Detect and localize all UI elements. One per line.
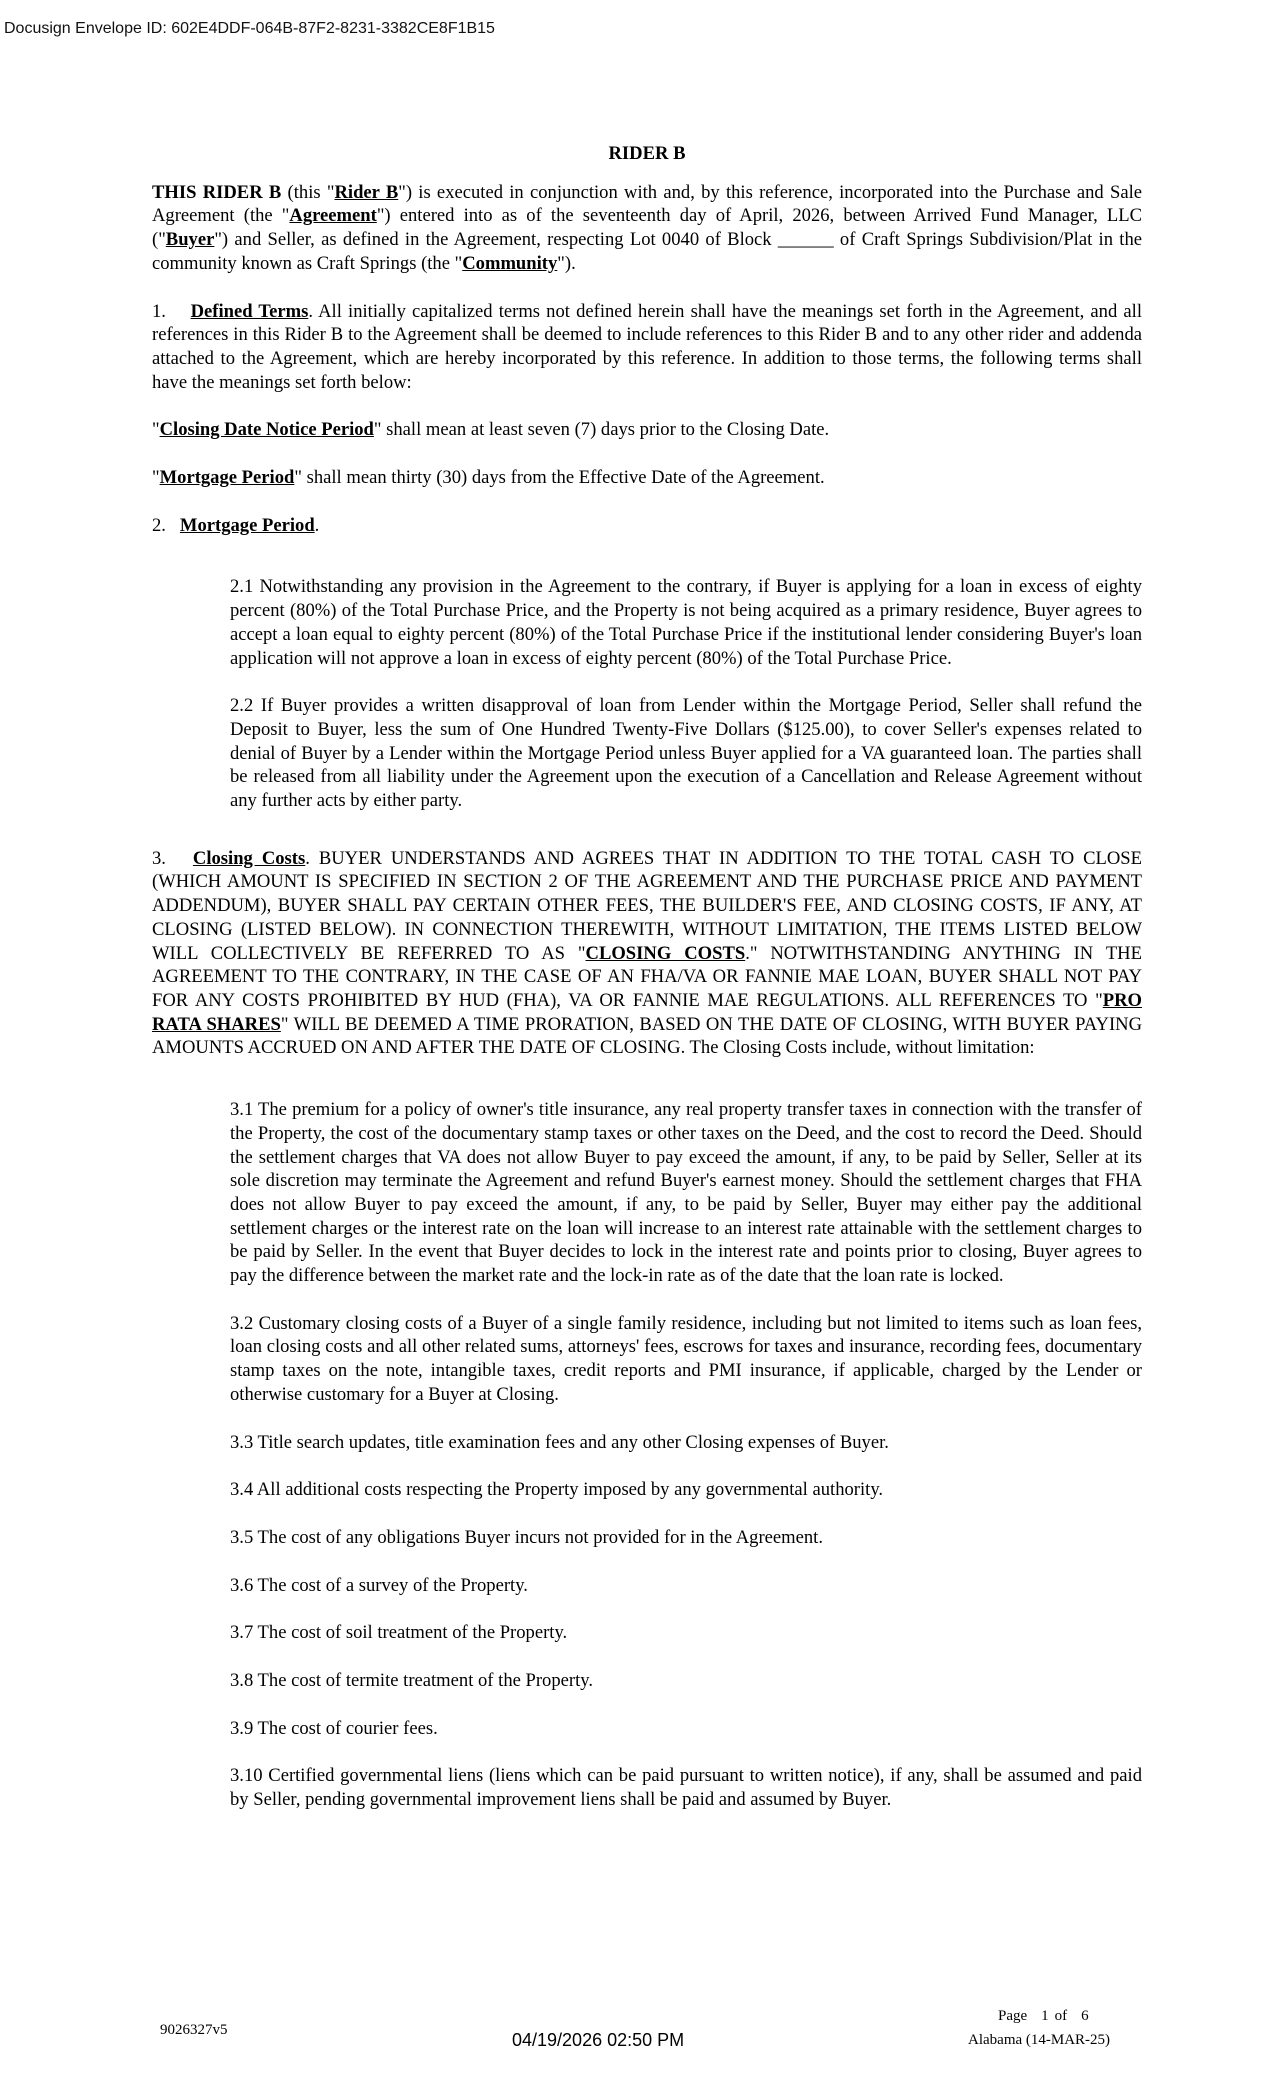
term-pro-rata-shares: PRO RATA SHARES (152, 989, 1142, 1035)
document-version-id: 9026327v5 (160, 2022, 228, 2038)
page-number: 1 (1041, 2008, 1049, 2024)
subsection-item: 3.9 The cost of courier fees. (230, 1717, 438, 1739)
timestamp: 04/19/2026 02:50 PM (512, 2030, 685, 2050)
subsection-item: 3.3 Title search updates, title examination fees and any other Closing expenses of Buyer. (230, 1431, 889, 1453)
defined-term: Mortgage Period (159, 467, 295, 489)
term-agreement: Agreement (289, 205, 377, 227)
section-3-subsections (152, 1098, 1142, 1812)
page-indicator (998, 2008, 1089, 2025)
intro-text: (this " (281, 181, 335, 203)
section-number: 2. (152, 514, 166, 536)
section-text: . All initially capitalized terms not defined herein shall have the meanings set forth in the Agreement, and all references in this Rider B to the Agreement shall be deemed to include references to this Rider B and to any other rider and addenda attached to the Agreement, which are hereby incorporated by this reference. In addition to those terms, the following terms shall have the meanings set forth below: (152, 300, 1143, 393)
intro-lead: THIS RIDER B (152, 181, 282, 203)
page-label: Page (998, 2008, 1028, 2024)
term-rider-b: Rider B (334, 181, 399, 203)
intro-text: ") and Seller, as defined in the Agreement, respecting Lot 0040 of Block ______ of Craft Springs Subdivision/Plat in the community known as Craft Springs (the " (152, 229, 1142, 274)
section-1 (152, 300, 1142, 395)
section-2-subsections (152, 575, 1142, 812)
section-text: ." NOTWITHSTANDING ANYTHING IN THE AGREEMENT TO THE CONTRARY, IN THE CASE OF AN FHA/VA OR FANNIE MAE LOAN, BUYER SHALL NOT PAY FOR ANY COSTS PROHIBITED BY HUD (FHA), VA OR FANNIE MAE REGULATIONS. ALL REFERENCES TO " (152, 942, 1142, 1011)
subsection-item: 3.7 The cost of soil treatment of the Property. (230, 1622, 568, 1644)
section-text: . (314, 514, 320, 536)
section-text: . BUYER UNDERSTANDS AND AGREES THAT IN ADDITION TO THE TOTAL CASH TO CLOSE (WHICH AMOUNT IS SPECIFIED IN SECTION 2 OF THE AGREEMENT AND THE PURCHASE PRICE AND PAYMENT ADDENDUM), BUYER SHALL PAY CERTAIN OTHER FEES, THE BUILDER'S FEE, AND CLOSING COSTS, IF ANY, AT CLOSING (LISTED BELOW). IN CONNECTION THEREWITH, WITHOUT LIMITATION, THE ITEMS LISTED BELOW WILL COLLECTIVELY BE REFERRED TO AS " (152, 847, 1142, 964)
section-number: 3. (152, 847, 166, 869)
form-identifier: Alabama (14-MAR-25) (968, 2032, 1111, 2048)
term-closing-costs: CLOSING COSTS (585, 942, 746, 964)
intro-text: ") entered into as of the seventeenth day of April, 2026, between Arrived Fund Manager, LLC (" (152, 205, 1142, 251)
intro-text: "). (557, 252, 576, 274)
page-total: 6 (1081, 2008, 1089, 2024)
definition-text: " shall mean thirty (30) days from the Effective Date of the Agreement. (294, 467, 825, 489)
definition-mortgage-period: "Mortgage Period" shall mean thirty (30) days from the Effective Date of the Agreement. (152, 467, 825, 489)
section-3 (152, 847, 1142, 1060)
subsection-item: 3.8 The cost of termite treatment of the Property. (230, 1670, 593, 1692)
of-label: of (1054, 2008, 1068, 2024)
subsection-item: 3.1 The premium for a policy of owner's title insurance, any real property transfer taxes in connection with the transfer of the Property, the cost of the documentary stamp taxes or other taxes on the Deed, and the cost to record the Deed. Should the settlement charges that VA does not allow Buyer to pay exceed the amount, if any, to be paid by Seller, Seller at its sole discretion may terminate the Agreement and refund Buyer's earnest money. Should the settlement charges that FHA does not allow Buyer to pay exceed the amount, if any, to be paid by Seller, Buyer may either pay the additional settlement charges or the interest rate on the loan will increase to an interest rate attainable with the settlement charges to be paid by Seller. In the event that Buyer decides to lock in the interest rate and points prior to closing, Buyer agrees to pay the difference between the market rate and the lock-in rate as of the date that the loan rate is locked. (230, 1099, 1142, 1287)
section-2 (152, 514, 1142, 538)
section-heading: Mortgage Period (179, 514, 315, 536)
section-number: 1. (152, 300, 166, 322)
definition-closing-date-notice: "Closing Date Notice Period" shall mean at least seven (7) days prior to the Closing Date. (152, 419, 830, 441)
subsection-item: 3.2 Customary closing costs of a Buyer of a single family residence, including but not limited to items such as loan fees, loan closing costs and all other related sums, attorneys' fees, escrows for taxes and insurance, recording fees, documentary stamp taxes on the note, intangible taxes, credit reports and PMI insurance, if applicable, charged by the Lender or otherwise customary for a Buyer at Closing. (230, 1312, 1142, 1405)
subsection-item: 3.5 The cost of any obligations Buyer incurs not provided for in the Agreement. (230, 1526, 823, 1548)
subsection-item: 3.6 The cost of a survey of the Property. (230, 1574, 528, 1596)
subsection-item: 3.4 All additional costs respecting the Property imposed by any governmental authority. (230, 1479, 884, 1501)
term-buyer: Buyer (165, 229, 215, 251)
document-body (152, 142, 1142, 1812)
subsection-item: 3.10 Certified governmental liens (liens which can be paid pursuant to written notice), if any, shall be assumed and paid by Seller, pending governmental improvement liens shall be paid and assumed by Buyer. (230, 1765, 1142, 1811)
document-title: RIDER B (608, 143, 686, 164)
intro-text: ") is executed in conjunction with and, by this reference, incorporated into the Purchase and Sale Agreement (the " (152, 181, 1142, 227)
section-heading: Closing Costs (192, 847, 306, 869)
intro-paragraph (152, 181, 1142, 276)
definition-text: " shall mean at least seven (7) days prior to the Closing Date. (373, 419, 830, 441)
term-community: Community (462, 252, 558, 274)
subsection-2-1: 2.1 Notwithstanding any provision in the Agreement to the contrary, if Buyer is applying for a loan in excess of eighty percent (80%) of the Total Purchase Price, and the Property is not being acquired as a primary residence, Buyer agrees to accept a loan equal to eighty percent (80%) of the Total Purchase Price if the institutional lender considering Buyer's loan application will not approve a loan in excess of eighty percent (80%) of the Total Purchase Price. (230, 576, 1142, 669)
defined-term: Closing Date Notice Period (159, 419, 374, 441)
envelope-id: Docusign Envelope ID: 602E4DDF-064B-87F2-8231-3382CE8F1B15 (4, 20, 495, 37)
section-text: " WILL BE DEEMED A TIME PRORATION, BASED ON THE DATE OF CLOSING, WITH BUYER PAYING AMOUNTS ACCRUED ON AND AFTER THE DATE OF CLOSING. The Closing Costs include, without limitation: (152, 1013, 1142, 1059)
subsection-2-2: 2.2 If Buyer provides a written disapproval of loan from Lender within the Mortgage Period, Seller shall refund the Deposit to Buyer, less the sum of One Hundred Twenty-Five Dollars ($125.00), to cover Seller's expenses related to denial of Buyer by a Lender within the Mortgage Period unless Buyer applied for a VA guaranteed loan. The parties shall be released from all liability under the Agreement upon the execution of a Cancellation and Release Agreement without any further acts by either party. (230, 695, 1142, 812)
section-heading: Defined Terms (190, 300, 309, 322)
